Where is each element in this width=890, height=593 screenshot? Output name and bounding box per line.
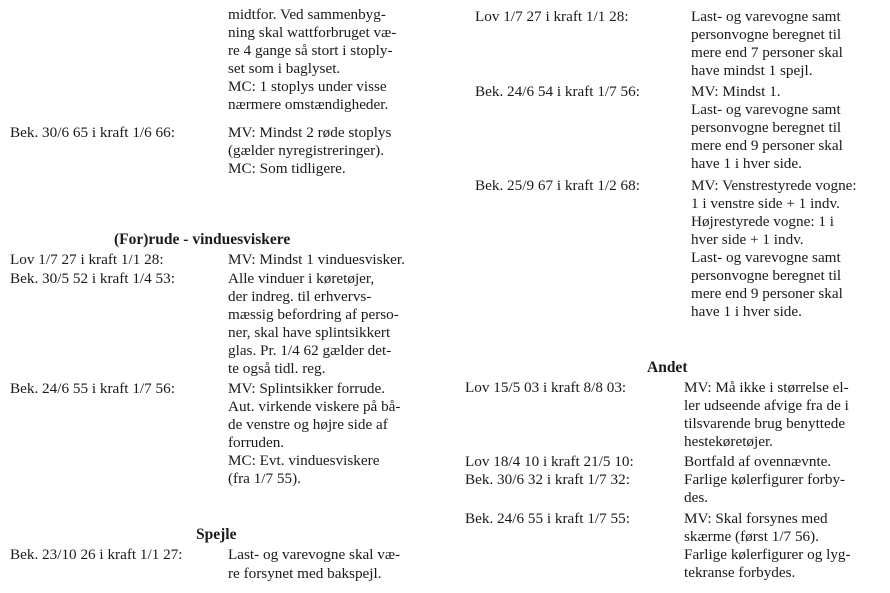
entry-ref: Bek. 24/6 55 i kraft 1/7 56: [10, 380, 175, 397]
text-line: (gælder nyregistreringer). [228, 142, 385, 159]
section-heading: Spejle [196, 526, 237, 543]
text-line: hver side + 1 indv. [691, 231, 804, 248]
text-line: MV: Mindst 2 røde stoplys [228, 124, 392, 141]
text-line: ler udseende afvige fra de i [684, 397, 849, 414]
text-line: re 4 gange så stort i stoply- [228, 42, 393, 59]
text-line: te også tidl. reg. [228, 360, 326, 377]
text-line: MV: Mindst 1 vinduesvisker. [228, 251, 405, 268]
entry-ref: Bek. 24/6 55 i kraft 1/7 55: [465, 510, 630, 527]
section-heading: (For)rude - vinduesviskere [114, 231, 291, 248]
text-line: MV: Splintsikker forrude. [228, 380, 386, 397]
entry-ref: Bek. 30/6 65 i kraft 1/6 66: [10, 124, 175, 141]
text-line: Last- og varevogne skal væ- [228, 546, 401, 563]
entry-ref: Bek. 30/6 32 i kraft 1/7 32: [465, 471, 630, 488]
entry-ref: Bek. 24/6 54 i kraft 1/7 56: [475, 83, 640, 100]
text-line: have 1 i hver side. [691, 303, 802, 320]
text-line: midtfor. Ved sammenbyg- [228, 6, 386, 23]
text-line: MV: Må ikke i størrelse el- [684, 379, 849, 396]
text-line: mere end 9 personer skal [691, 137, 843, 154]
text-line: (fra 1/7 55). [228, 470, 301, 487]
entry-ref: Bek. 23/10 26 i kraft 1/1 27: [10, 546, 183, 563]
text-line: Last- og varevogne samt [691, 101, 841, 118]
text-line: ner, skal have splintsikkert [228, 324, 391, 341]
text-line: Last- og varevogne samt [691, 249, 841, 266]
text-line: Bortfald af ovennævnte. [684, 453, 832, 470]
text-line: Farlige kølerfigurer forby- [684, 471, 846, 488]
text-line: Højrestyrede vogne: 1 i [691, 213, 834, 230]
text-line: MC: Evt. vinduesviskere [228, 452, 380, 469]
text-line: mere end 7 personer skal [691, 44, 843, 61]
text-line: skærme (først 1/7 56). [684, 528, 819, 545]
text-line: set som i baglyset. [228, 60, 341, 77]
entry-ref: Lov 1/7 27 i kraft 1/1 28: [475, 8, 629, 25]
text-line: Farlige kølerfigurer og lyg- [684, 546, 851, 563]
section-heading: Andet [647, 359, 688, 376]
text-line: tilsvarende brug benyttede [684, 415, 846, 432]
text-line: de venstre og højre side af [228, 416, 388, 433]
entry-ref: Bek. 25/9 67 i kraft 1/2 68: [475, 177, 640, 194]
text-line: MV: Venstrestyrede vogne: [691, 177, 857, 194]
text-line: MV: Mindst 1. [691, 83, 781, 100]
text-line: have mindst 1 spejl. [691, 62, 813, 79]
text-line: mere end 9 personer skal [691, 285, 843, 302]
text-line: der indreg. til erhvervs- [228, 288, 372, 305]
entry-ref: Lov 18/4 10 i kraft 21/5 10: [465, 453, 634, 470]
text-line: Aut. virkende viskere på bå- [228, 398, 401, 415]
text-line: 1 i venstre side + 1 indv. [691, 195, 840, 212]
text-line: des. [684, 489, 709, 506]
text-line: Alle vinduer i køretøjer, [228, 270, 375, 287]
text-line: MC: 1 stoplys under visse [228, 78, 387, 95]
text-line: forruden. [228, 434, 285, 451]
text-line: Last- og varevogne samt [691, 8, 841, 25]
text-line: MV: Skal forsynes med [684, 510, 828, 527]
entry-ref: Lov 15/5 03 i kraft 8/8 03: [465, 379, 627, 396]
entry-ref: Lov 1/7 27 i kraft 1/1 28: [10, 251, 164, 268]
text-line: glas. Pr. 1/4 62 gælder det- [228, 342, 392, 359]
text-line: MC: Som tidligere. [228, 160, 346, 177]
text-line: personvogne beregnet til [691, 267, 842, 284]
text-line: personvogne beregnet til [691, 119, 842, 136]
text-line: personvogne beregnet til [691, 26, 842, 43]
text-line: ning skal wattforbruget væ- [228, 24, 397, 41]
text-line: have 1 i hver side. [691, 155, 802, 172]
text-line: hestekøretøjer. [684, 433, 773, 450]
text-line: tekranse forbydes. [684, 564, 796, 581]
text-line: mæssig befordring af perso- [228, 306, 399, 323]
text-line: re forsynet med bakspejl. [228, 565, 382, 582]
text-line: nærmere omstændigheder. [228, 96, 389, 113]
entry-ref: Bek. 30/5 52 i kraft 1/4 53: [10, 270, 175, 287]
